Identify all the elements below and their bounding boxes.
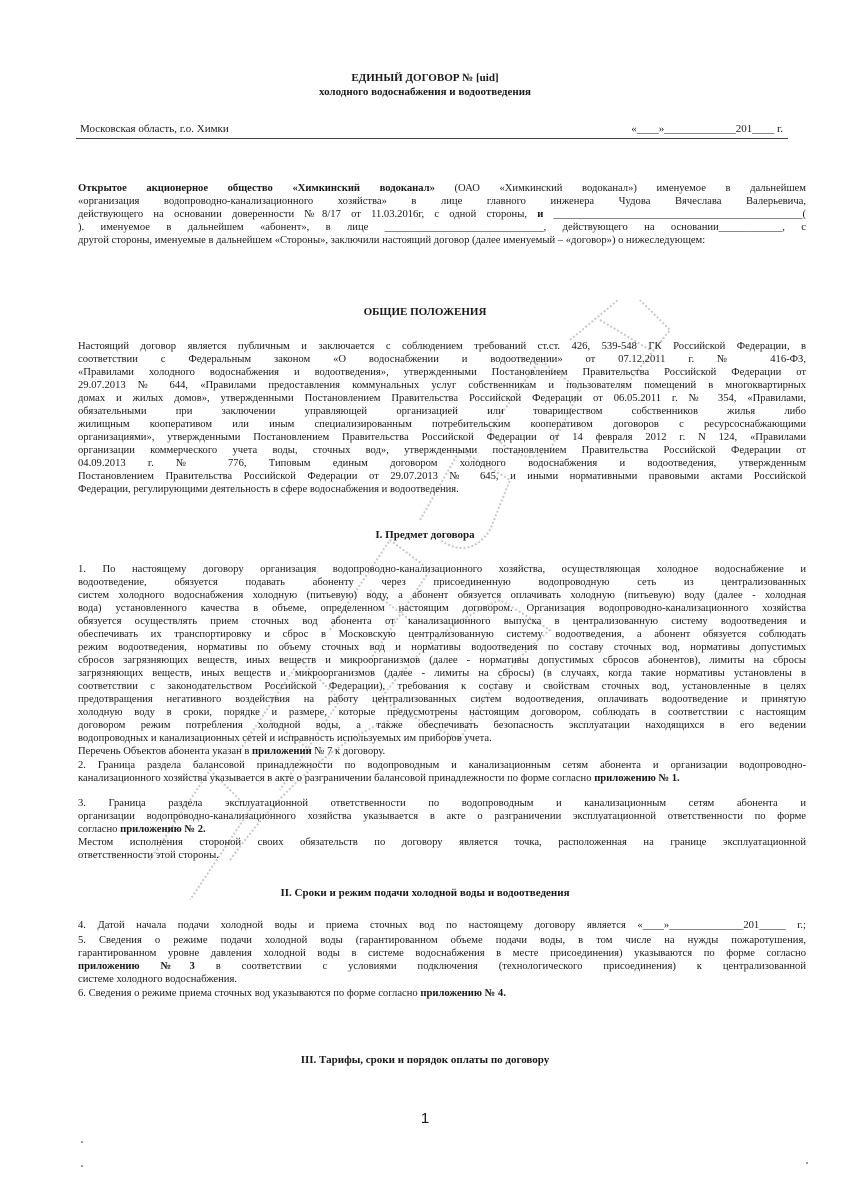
text-line: Местом исполнения стороной своих обязательств по договору является точка, расположенная на границе эксплуатационной: [78, 837, 806, 848]
text-line: холодную воду в сроки, порядке и размере, которые предусмотрены настоящим договором, соблюдать в соответствии с настоящим: [78, 707, 806, 718]
text-line: систем холодного водоснабжения холодную (питьевую) воду, а абонент обязуется оплачивать холодную (питьевую) воду (далее - холодная: [78, 590, 806, 601]
text-line: согласно приложению № 2.: [78, 824, 206, 835]
text-line: действующего на основании доверенности №8/17 от 11.03.2016г, с одной стороны, и _______________________________________________(: [78, 209, 806, 220]
objects-line: Перечень Объектов абонента указан в приложении № 7 к договору.: [78, 746, 386, 757]
text-line: приложению №3 в соответствии с условиями подключения (технологического присоединения) к централизованной: [78, 961, 806, 972]
general-paragraph: [78, 340, 806, 496]
page-number: 1: [420, 1110, 430, 1127]
text-line: другой стороны, именуемые в дальнейшем «Стороны», заключили настоящий договор (далее именуемый – «договор») о нижеследующем:: [78, 235, 706, 246]
text-line: 5. Сведения о режиме подачи холодной воды (гарантированном объеме подачи воды, в том числе на нужды пожаротушения,: [78, 935, 806, 946]
text-line: сбросов загрязняющих веществ, иных веществ и микроорганизмов (далее - нормативы допустимых сбросов абонентов), лимиты на сбросы: [78, 655, 806, 666]
text-line: жилищным кооперативом или иным специализированным потребительским кооперативом договоров с ресурсоснабжающими: [78, 419, 806, 430]
text-line: «организация водопроводно-канализационного хозяйства» в лице главного инженера Чудова Вячеслава Валерьевича,: [78, 196, 806, 207]
text-line: «Правилами холодного водоснабжения и водоотведения», утвержденными Постановлением Правительства Российской Федерации от: [78, 367, 806, 378]
text-line: 1. По настоящему договору организация водопроводно-канализационного хозяйства, осуществляющая холодное водоснабжение и: [78, 564, 806, 575]
text-line: 3. Граница раздела эксплуатационной ответственности по водопроводным и канализационным сетям абонента и: [78, 798, 806, 809]
contract-date: «____»_____________201____ г.: [631, 123, 783, 135]
text-line: ответственности этой стороны.: [78, 850, 219, 861]
text-line: водопроводных и канализационных сетей и исправность используемых им приборов учета.: [78, 733, 492, 744]
section-2-paragraph-4: [78, 919, 806, 932]
section-2-heading: II. Сроки и режим подачи холодной воды и водоотведения: [280, 887, 570, 899]
parties-paragraph: [78, 182, 806, 247]
text-line: организации коммерческого учета воды, сточных вод», утвержденными постановлением Правительства Российской Федерации от: [78, 445, 806, 456]
text-line: Постановлением Правительства Российской Федерации от 29.07.2013 № 645, и иными нормативными правовыми актами Российской: [78, 471, 806, 482]
text-line: канализационного хозяйства указывается в акте о разграничении балансовой принадлежности по форме согласно приложению № 1.: [78, 773, 680, 784]
text-line: обеспечивать их транспортировку и сброс в Московскую централизованную систему водоотведения, а абонент обязуется соблюдать: [78, 629, 806, 640]
text-line: режим водоотведения, нормативы по объему сточных вод и нормативы водоотведения по составу сточных вод, нормативы допустимых: [78, 642, 806, 653]
document-title: ЕДИНЫЙ ДОГОВОР № [uid]: [351, 72, 499, 84]
document-subtitle: холодного водоснабжения и водоотведения: [318, 86, 532, 98]
text-line: предотвращения негативного воздействия на работу централизованных систем водоотведения, оплачивать водоотведение и принятую: [78, 694, 806, 705]
text-line: обязуется осуществлять прием сточных вод абонента от канализационного выпуска в централизованную систему водоотведения и: [78, 616, 806, 627]
place-date-row: [78, 123, 783, 137]
text-line: соответствии с Федеральным законом «О водоснабжении и водоотведении» от 07.12.2011 г. № 416-ФЗ,: [78, 354, 806, 365]
text-line: договором режим потребления холодной воды, а также обеспечивать безопасность эксплуатации находящихся в его ведении: [78, 720, 806, 731]
text-line: ). именуемое в дальнейшем «абонент», в лице ______________________________, действующего на основании____________, с: [78, 222, 806, 233]
section-1-paragraph-3: [78, 797, 806, 836]
text-line: организации водопроводно-канализационного хозяйства указывается в акте о разграничении эксплуатационной ответственности по форме: [78, 811, 806, 822]
scan-speck: [81, 1141, 83, 1143]
place-underline: [76, 138, 788, 139]
section-1-paragraph-4: [78, 836, 806, 862]
text-line: 4. Датой начала подачи холодной воды и приема сточных вод по настоящему договору является «____»______________201_____ г.;: [78, 920, 806, 931]
text-line: гарантированном уровне давления холодной воды в системе водоснабжения в месте присоединения) указываются по форме согласно: [78, 948, 806, 959]
text-line: 29.07.2013 № 644, «Правилами предоставления коммунальных услуг собственникам и пользователям помещений в многоквартирных: [78, 380, 806, 391]
text-line: соответствии с законодательством Российской Федерации), требования к составу и свойствам сточных вод, установленные в целях: [78, 681, 806, 692]
text-line: Федерации, регулирующими деятельность в сфере водоснабжения и водоотведения.: [78, 484, 459, 495]
text-line: Открытое акционерное общество «Химкинский водоканал» (ОАО «Химкинский водоканал») именуемое в дальнейшем: [78, 183, 807, 194]
section-3-heading: III. Тарифы, сроки и порядок оплаты по договору: [300, 1054, 550, 1066]
scan-speck: [806, 1162, 808, 1164]
section-2-paragraph-5: [78, 934, 806, 986]
section-2-paragraph-6: 6. Сведения о режиме приема сточных вод указываются по форме согласно приложению № 4.: [78, 988, 506, 999]
section-1-heading: I. Предмет договора: [375, 529, 475, 541]
contract-city: Московская область, г.о. Химки: [80, 123, 229, 135]
text-line: домах и жилых домов», утвержденными Постановлением Правительства Российской Федерации от 06.05.2011 г. № 354, «Правилами,: [78, 393, 806, 404]
scan-speck: [81, 1165, 83, 1167]
text-line: 2. Граница раздела балансовой принадлежности по водопроводным и канализационным сетям абонента и организации водопроводно-: [78, 760, 806, 771]
section-1-paragraph-1: [78, 563, 806, 745]
section-general-heading: ОБЩИЕ ПОЛОЖЕНИЯ: [363, 306, 487, 318]
text-line: Настоящий договор является публичным и заключается с соблюдением требований ст.ст. 426, 539-548 ГК Российской Федерации, в: [78, 341, 806, 352]
text-line: обязательными при заключении управляющей организацией или товариществом собственников жилья либо: [78, 406, 806, 417]
text-line: водоотведение, обязуется подавать абоненту через присоединенную водопроводную сеть из централизованных: [78, 577, 806, 588]
text-line: системе холодного водоснабжения.: [78, 974, 237, 985]
text-line: 04.09.2013 г. № 776, Типовым единым договором холодного водоснабжения и водоотведения, утвержденным: [78, 458, 806, 469]
text-line: загрязняющих веществ, иных веществ и микроорганизмов (далее - лимиты на сбросы) (в случаях, когда такие нормативы установлены в: [78, 668, 806, 679]
text-line: вода) установленного качества в объеме, определенном настоящим договором. Организация водопроводно-канализационного хозяйства: [78, 603, 806, 614]
text-line: организациями», утвержденными Постановлением Правительства Российской Федерации от 14 февраля 2012 г. N 124, «Правилами: [78, 432, 806, 443]
section-1-paragraph-2: [78, 759, 806, 785]
